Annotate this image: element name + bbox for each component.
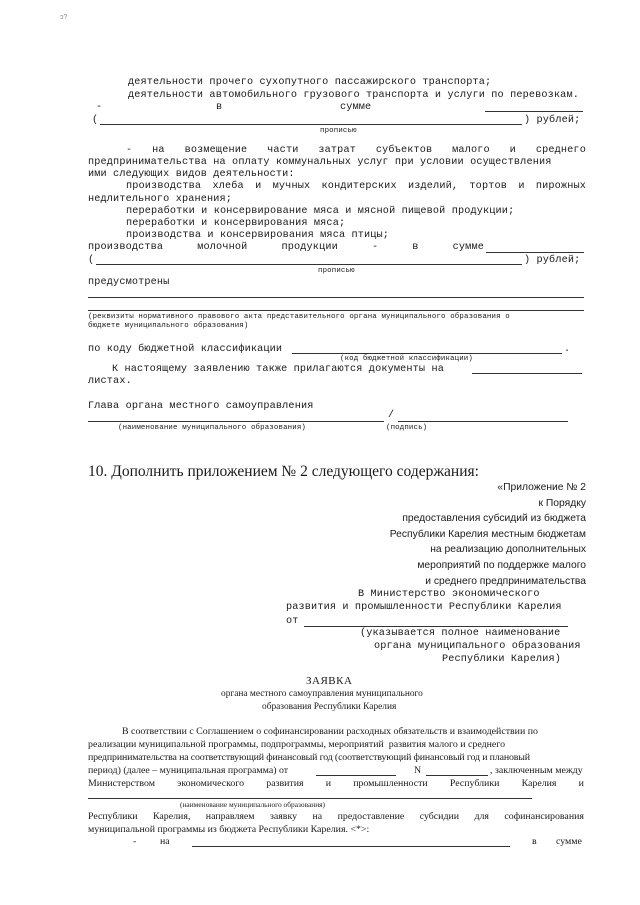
word: части: [267, 145, 299, 156]
word: изделий,: [408, 181, 459, 192]
appendix-line: к Порядку: [538, 497, 586, 509]
text-line: предусмотрены: [88, 277, 170, 288]
blank-line: [100, 124, 522, 125]
blank-line: [292, 353, 562, 354]
blank-line: [88, 297, 584, 298]
caption: (подпись): [386, 424, 428, 432]
blank-line: [88, 798, 532, 799]
word: тортов: [469, 181, 508, 192]
justified-line: [88, 812, 584, 822]
text-line: .: [564, 344, 571, 355]
text-line: сумме: [556, 836, 582, 847]
appendix-line: на реализацию дополнительных: [430, 544, 586, 556]
word: предоставление: [337, 811, 405, 822]
word: и: [509, 145, 516, 156]
word: и: [518, 181, 525, 192]
text-line: муниципальной программы из бюджета Республики Карелия. <*>:: [88, 824, 370, 835]
text-line: предпринимательства на соответствующий финансовый год (соответствующий финансовый год и плановый: [88, 752, 530, 763]
caption: (наименование муниципального образования): [118, 424, 306, 432]
justified-line: [126, 146, 586, 156]
text-line: листах.: [88, 376, 132, 387]
blank-line: [96, 264, 522, 265]
paren-open: (: [92, 115, 99, 126]
appendix-line: «Приложение № 2: [497, 482, 586, 493]
text-line: В Министерство экономического: [358, 589, 540, 600]
text-line: переработки и консервирование мяса и мясной пищевой продукции;: [126, 206, 515, 217]
word: промышленности: [353, 778, 428, 789]
appendix-line: Республики Карелия местным бюджетам: [389, 528, 586, 540]
word: и: [325, 778, 332, 789]
text-line: на: [160, 836, 170, 847]
word: направляем: [205, 811, 255, 822]
text-line: производства и консервирования мяса птицы;: [126, 230, 390, 241]
text-line: период) (далее – муниципальная программа) от: [88, 765, 289, 776]
word: -: [371, 242, 379, 253]
caption: (наименование муниципального образования): [180, 800, 326, 809]
blank-line: [486, 252, 584, 253]
word: хлеба: [212, 181, 244, 192]
word: и: [255, 181, 262, 192]
word: и: [578, 778, 584, 789]
caption: прописью: [318, 267, 355, 275]
text-line: -: [133, 836, 137, 847]
word: пирожных: [535, 181, 586, 192]
blank-line: [485, 111, 583, 112]
word: субсидии: [419, 811, 460, 822]
text-line: /: [388, 410, 395, 421]
text-line: деятельности прочего сухопутного пассажирского транспорта;: [128, 77, 492, 88]
text-line: по коду бюджетной классификации: [88, 344, 283, 355]
text-line: деятельности автомобильного грузового транспорта и услуги по перевозкам.: [128, 90, 579, 101]
text-line: развития и промышленности Республики Карелия: [286, 602, 562, 613]
caption: (реквизиты нормативного правового акта представительного органа муниципального образования о: [88, 313, 510, 321]
blank-line: [304, 626, 568, 627]
text-line: ими следующих видов деятельности:: [88, 169, 295, 180]
appendix-header: [286, 480, 586, 589]
caption: (указывается полное наименование: [360, 628, 561, 639]
caption: (код бюджетной классификации): [340, 355, 473, 363]
sum-summe: сумме: [340, 102, 372, 113]
blank-line: [88, 310, 584, 311]
text-line: , заключенным между: [490, 765, 583, 776]
blank-line: [192, 846, 510, 847]
appendix-line: мероприятий по поддержке малого: [417, 559, 586, 571]
document-subtitle: образования Республики Карелия: [262, 702, 397, 712]
word: Республики: [88, 811, 138, 822]
word: возмещение: [184, 145, 248, 156]
text-line: N: [414, 765, 422, 776]
appendix-line: и среднего предпринимательства: [425, 575, 586, 587]
word: сумме: [452, 242, 484, 253]
blank-line: [472, 373, 582, 374]
word: среднего: [535, 145, 586, 156]
word: продукции: [281, 242, 338, 253]
text-line: переработки и консервирования мяса;: [126, 218, 346, 229]
paren-open: (: [88, 255, 95, 266]
document-title: ЗАЯВКА: [306, 675, 353, 687]
word: малого: [452, 145, 490, 156]
blank-line: [88, 421, 384, 422]
word: софинансирования: [504, 811, 584, 822]
word: -: [126, 145, 133, 156]
justified-line: [126, 182, 586, 192]
sum-v: в: [216, 102, 223, 113]
text-line: В соответствии с Соглашением о софинансировании расходных обязательств и взаимодействии по: [122, 726, 538, 737]
blank-line: [316, 775, 396, 776]
word: мучных: [272, 181, 311, 192]
text-line: предпринимательства на оплату коммунальных услуг при условии осуществления: [88, 157, 552, 168]
word: для: [474, 811, 489, 822]
word: в: [412, 242, 419, 253]
text-line: Глава органа местного самоуправления: [88, 401, 314, 412]
word: затрат: [318, 145, 356, 156]
word: производства: [126, 181, 202, 192]
section-heading: 10. Дополнить приложением № 2 следующего содержания:: [88, 463, 479, 480]
text-line: в: [532, 836, 537, 847]
word: Республики: [449, 778, 500, 789]
word: молочной: [197, 242, 248, 253]
word: развития: [266, 778, 304, 789]
word: Министерством: [88, 778, 155, 789]
rubles: ) рублей;: [524, 255, 581, 266]
document-subtitle: органа местного самоуправления муниципального: [221, 689, 423, 699]
rubles: ) рублей;: [524, 115, 581, 126]
caption: органа муниципального образования: [374, 641, 581, 652]
word: экономического: [177, 778, 245, 789]
caption: Республики Карелия): [442, 654, 562, 665]
word: на: [312, 811, 323, 822]
blank-line: [426, 775, 488, 776]
justified-line: [88, 779, 584, 789]
word: кондитерских: [321, 181, 397, 192]
caption: бюджете муниципального образования): [88, 322, 249, 330]
word: Карелия: [521, 778, 557, 789]
text-line: К настоящему заявлению также прилагаются документы на: [112, 364, 444, 375]
blank-line: [398, 421, 568, 422]
word: субъектов: [375, 145, 433, 156]
scan-mark: ↄ?: [60, 14, 68, 21]
word: на: [152, 145, 165, 156]
appendix-line: предоставления субсидий из бюджета: [402, 513, 586, 525]
word: Карелия,: [152, 811, 191, 822]
text-line: от: [286, 616, 299, 627]
word: производства: [88, 242, 164, 253]
justified-line: [88, 243, 484, 253]
text-line: недлительного хранения;: [88, 194, 233, 205]
word: заявку: [269, 811, 298, 822]
text-line: реализации муниципальной программы, подпрограммы, мероприятий развития малого и среднего: [88, 739, 506, 750]
sum-dash: -: [96, 102, 103, 113]
caption: прописью: [320, 127, 357, 135]
